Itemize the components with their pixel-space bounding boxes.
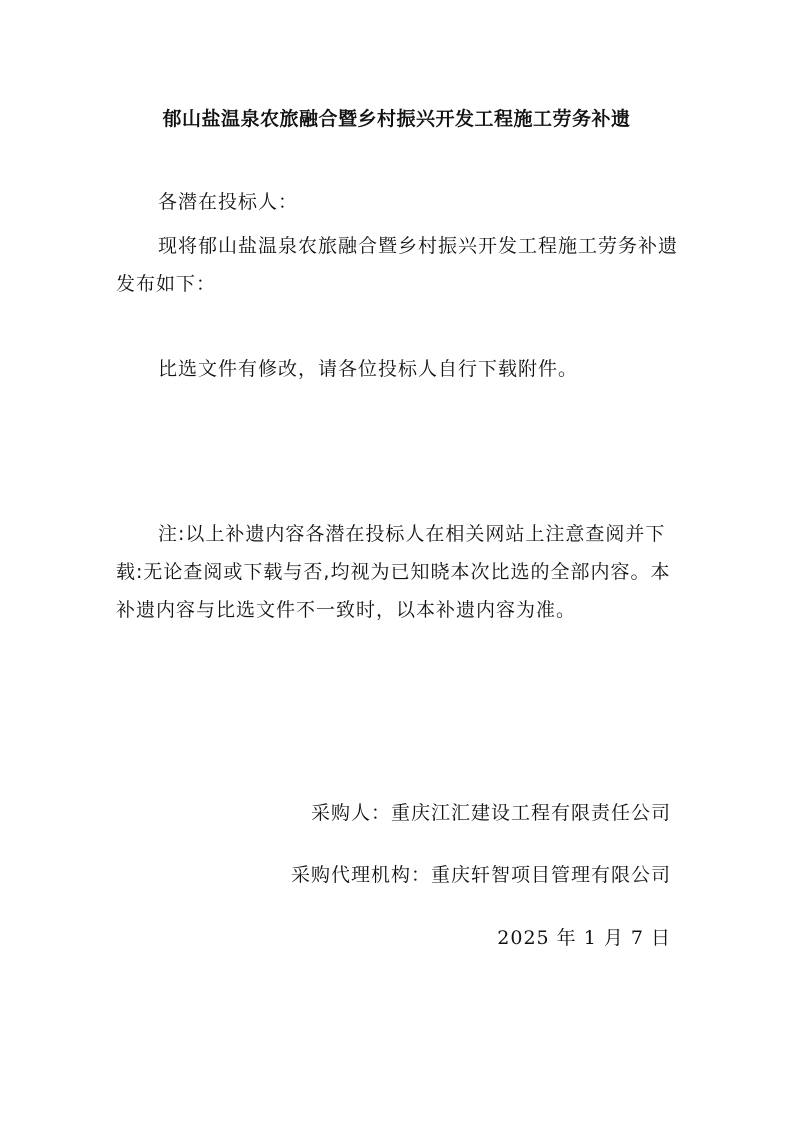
change-notice: 比选文件有修改，请各位投标人自行下载附件。	[158, 358, 579, 380]
buyer-signature: 采购人：重庆江汇建设工程有限责任公司	[310, 802, 671, 824]
agency-signature: 采购代理机构：重庆轩智项目管理有限公司	[290, 864, 671, 886]
salutation: 各潜在投标人：	[158, 191, 299, 213]
note-paragraph: 注:以上补遗内容各潜在投标人在相关网站上注意查阅并下载:无论查阅或下载与否,均视为已知晓本次比选的全部内容。本补遗内容与比选文件不一致时，以本补遗内容为准。	[116, 523, 671, 621]
document-title: 郁山盐温泉农旅融合暨乡村振兴开发工程施工劳务补遗	[162, 108, 631, 130]
document-date: 2025 年 1 月 7 日	[497, 927, 671, 949]
intro-paragraph: 现将郁山盐温泉农旅融合暨乡村振兴开发工程施工劳务补遗发布如下：	[116, 235, 679, 295]
